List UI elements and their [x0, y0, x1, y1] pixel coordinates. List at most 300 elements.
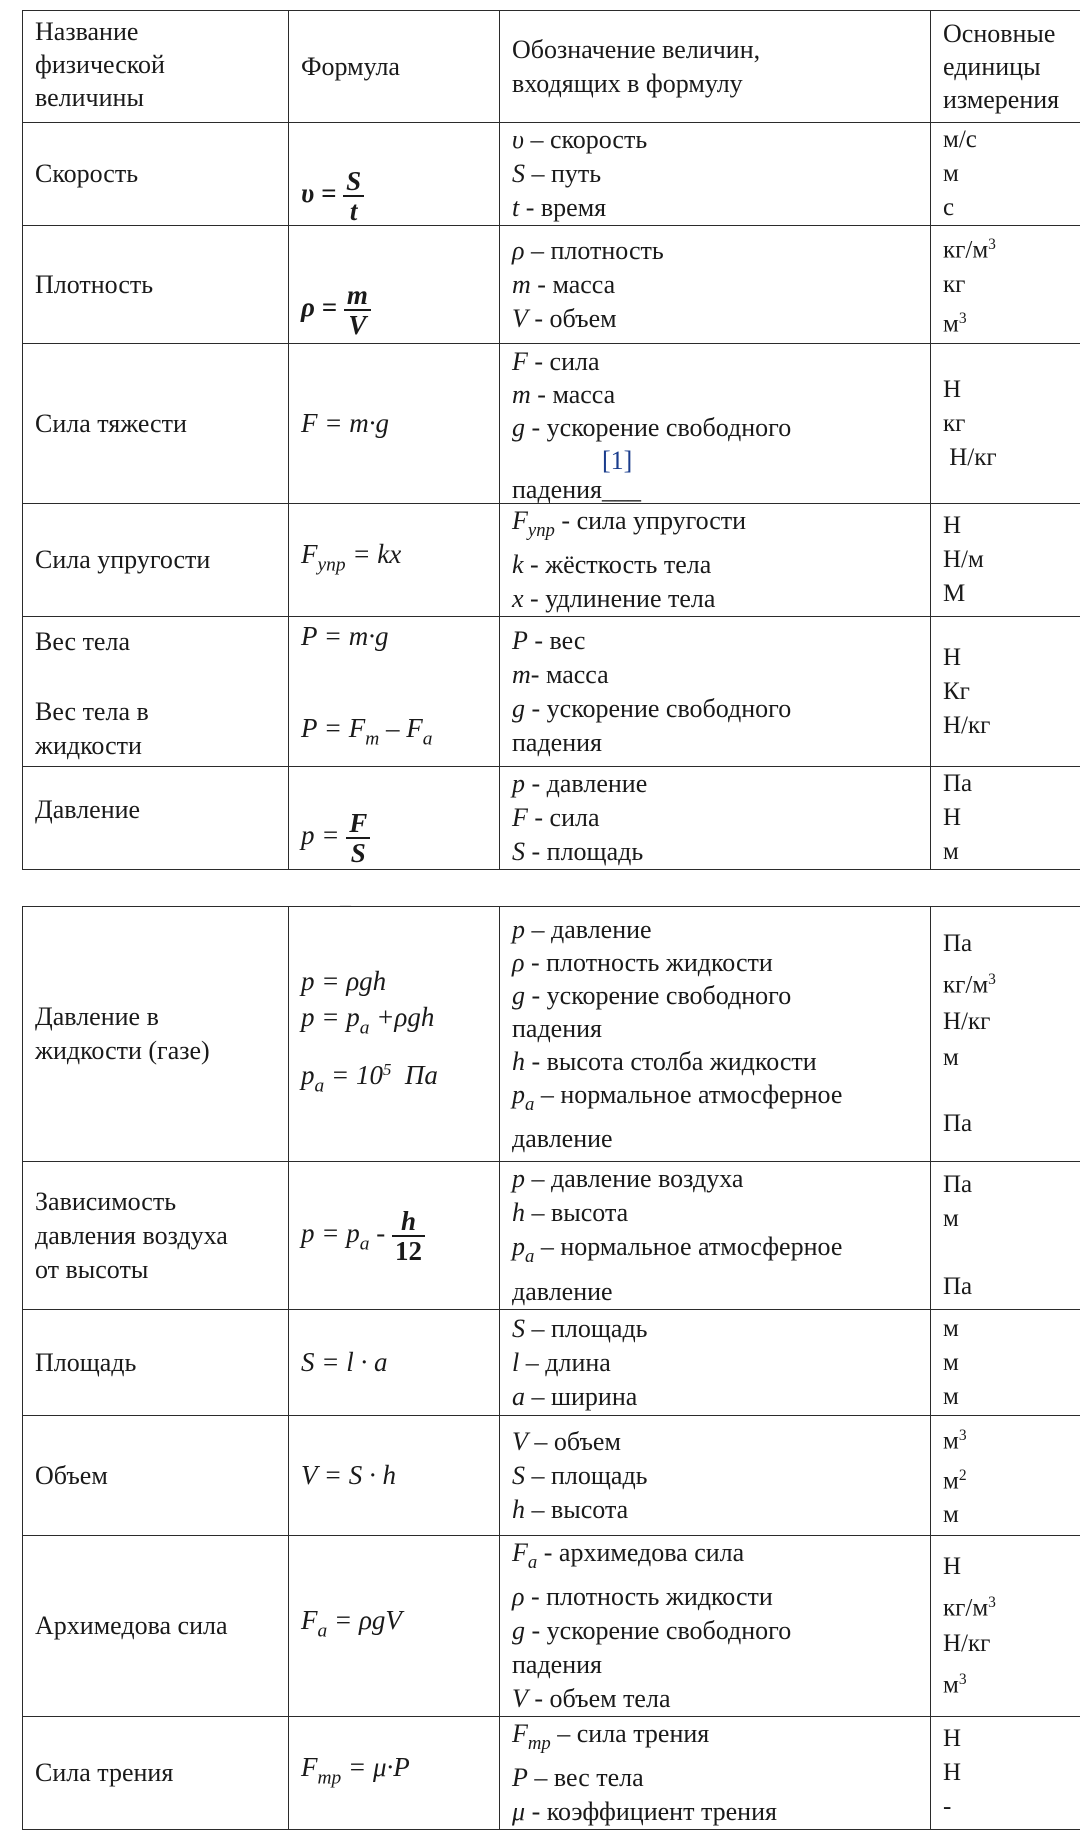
- var-desc: – вес тела: [527, 1763, 644, 1793]
- fraction: [343, 167, 364, 225]
- var-line: [512, 913, 922, 946]
- unit: Н: [943, 1552, 962, 1580]
- quantity-name: Архимедова сила: [35, 1611, 228, 1641]
- fraction-denominator: V: [348, 310, 367, 340]
- unit: м: [943, 1382, 959, 1410]
- row-pressure: [23, 767, 1080, 870]
- var-symbol: V: [512, 303, 528, 333]
- formula-unit: Па: [391, 1060, 438, 1091]
- unit: м/с: [943, 126, 977, 153]
- var-symbol: p: [512, 1080, 525, 1110]
- fraction: [346, 809, 370, 867]
- row-speed: [23, 123, 1080, 226]
- unit: Н/кг: [943, 711, 991, 739]
- vars-cell: [500, 504, 931, 617]
- unit: Н: [943, 643, 962, 671]
- vars-cell: [500, 617, 931, 767]
- var-desc: – длина: [519, 1347, 611, 1377]
- formula-rhs: = μ·P: [341, 1752, 410, 1783]
- unit: М: [943, 580, 966, 608]
- formula-cell: [289, 226, 500, 344]
- var-subscript: а: [525, 1094, 535, 1116]
- unit: Кг: [943, 677, 970, 705]
- var-line: [512, 302, 922, 336]
- var-symbol: g: [512, 1616, 525, 1646]
- var-symbol: V: [512, 1426, 528, 1456]
- var-symbol: k: [512, 550, 524, 580]
- formula-cell: [289, 767, 500, 870]
- header-units-line: единицы: [943, 52, 1041, 81]
- formulas-table-part-2: [22, 906, 1080, 1830]
- formula-cell: [289, 1310, 500, 1416]
- var-line: [512, 1312, 922, 1346]
- unit: -: [943, 1793, 952, 1821]
- var-desc: - ускорение свободного: [525, 412, 792, 442]
- header-vars-line: входящих в формулу: [512, 68, 743, 98]
- unit-exponent: 3: [988, 235, 996, 253]
- units-cell: [931, 1310, 1080, 1416]
- header-name-cell: [23, 11, 289, 123]
- formula-mid: -: [369, 1217, 392, 1248]
- volume-formula: V = S · h: [301, 1460, 396, 1490]
- unit: м: [943, 1043, 959, 1071]
- var-desc: - масса: [530, 659, 609, 689]
- var-symbol: υ: [512, 125, 524, 154]
- unit: Н/кг: [943, 443, 997, 471]
- var-line: [512, 1045, 922, 1078]
- stray-underscore: _: [340, 884, 351, 909]
- var-desc: – скорость: [523, 125, 648, 154]
- unit: Па: [943, 1109, 973, 1137]
- vars-cell: [500, 1536, 931, 1717]
- var-line: [512, 1614, 922, 1648]
- fraction: [392, 1207, 425, 1265]
- var-tail: давление: [512, 1123, 613, 1153]
- var-tail: падения___: [512, 474, 642, 504]
- units-cell: [931, 617, 1080, 767]
- var-desc: - сила: [527, 346, 600, 376]
- spacer: [301, 653, 491, 711]
- var-line: [512, 624, 922, 658]
- var-symbol: μ: [512, 1797, 526, 1827]
- quantity-name: Сила упругости: [35, 545, 211, 575]
- var-symbol: S: [512, 837, 525, 867]
- row-weight: [23, 617, 1080, 767]
- var-desc: - ускорение свободного: [525, 693, 792, 723]
- unit-base: м: [943, 310, 959, 338]
- quantity-name: Объем: [35, 1460, 108, 1490]
- name-cell: [23, 1536, 289, 1717]
- var-line: [512, 378, 922, 411]
- var-subscript: тр: [527, 1733, 551, 1755]
- var-desc: – объем: [527, 1426, 621, 1456]
- var-symbol: m: [512, 659, 531, 689]
- formula-subscript: а: [359, 1233, 370, 1255]
- unit: Па: [943, 770, 973, 798]
- var-line: [512, 504, 922, 548]
- liquid-pressure-formula: p = ρgh: [301, 966, 387, 997]
- quantity-name-line: Вес тела в: [35, 697, 149, 727]
- formula-cell: [289, 1717, 500, 1830]
- var-line: [512, 123, 922, 157]
- var-desc: – площадь: [525, 1460, 648, 1490]
- var-line: [512, 1162, 922, 1196]
- var-line: [512, 548, 922, 582]
- quantity-name: Площадь: [35, 1347, 137, 1377]
- var-symbol: a: [512, 1381, 525, 1411]
- var-line: [512, 767, 922, 801]
- unit-base: м: [943, 1671, 959, 1699]
- var-desc: – плотность: [524, 235, 664, 265]
- name-cell: [23, 226, 289, 344]
- formula-subscript: тр: [317, 1767, 342, 1789]
- quantity-name: Сила тяжести: [35, 408, 187, 438]
- var-symbol: p: [512, 1164, 525, 1194]
- var-desc: - давление: [525, 769, 648, 799]
- unit-exponent: 3: [958, 309, 967, 327]
- var-line: [512, 658, 922, 692]
- var-symbol: h: [512, 1494, 525, 1524]
- var-line: [512, 268, 922, 302]
- name-cell: [23, 123, 289, 226]
- unit: Па: [943, 1272, 973, 1300]
- var-line: [512, 411, 922, 444]
- formula-lhs: p = p: [301, 1217, 360, 1248]
- var-line: [512, 835, 922, 869]
- var-desc: - ускорение свободного: [525, 981, 792, 1011]
- speed-formula: [301, 166, 364, 226]
- var-symbol: V: [512, 1684, 528, 1714]
- vars-cell: [500, 123, 931, 226]
- units-cell: [931, 123, 1080, 226]
- row-elastic: [23, 504, 1080, 617]
- var-desc: - архимедова сила: [537, 1538, 745, 1567]
- quantity-name-line: Зависимость: [35, 1186, 177, 1216]
- unit-base: кг/м: [943, 1594, 989, 1622]
- var-desc: - коэффициент трения: [525, 1797, 777, 1827]
- formula-cell: [289, 1536, 500, 1717]
- var-desc: - площадь: [525, 837, 644, 867]
- var-line: [512, 801, 922, 835]
- spacer: [35, 659, 280, 695]
- spacer: [943, 1236, 1080, 1270]
- var-symbol: x: [512, 584, 524, 614]
- var-symbol: F: [512, 506, 528, 535]
- formula-subscript: т: [365, 728, 380, 750]
- unit: [943, 228, 1080, 268]
- header-name-line: физической: [35, 50, 165, 79]
- var-symbol: P: [512, 1763, 528, 1793]
- name-cell: [23, 617, 289, 767]
- formula-lhs: υ: [301, 178, 315, 209]
- absolute-pressure-formula: [301, 999, 491, 1046]
- row-gravity: [23, 344, 1080, 504]
- var-symbol: S: [512, 1460, 525, 1490]
- vars-cell: [500, 1310, 931, 1416]
- gravity-formula: F = m·g: [301, 408, 389, 438]
- unit: Н/кг: [943, 1007, 991, 1035]
- quantity-name-line: Давление в: [35, 1002, 159, 1031]
- row-area: [23, 1310, 1080, 1416]
- quantity-name: Вес тела: [35, 627, 130, 657]
- quantity-name-line: жидкости: [35, 731, 142, 761]
- elastic-formula: [301, 539, 402, 576]
- var-line: [512, 1459, 922, 1493]
- var-desc: – высота: [525, 1494, 629, 1524]
- var-desc: – путь: [525, 159, 602, 188]
- var-line: [512, 1078, 922, 1121]
- name-cell: [23, 767, 289, 870]
- name-cell: [23, 907, 289, 1162]
- fraction-numerator: S: [343, 167, 364, 197]
- var-symbol: m: [512, 379, 531, 409]
- unit: Па: [943, 930, 973, 958]
- var-desc: - удлинение тела: [523, 584, 716, 614]
- unit: с: [943, 194, 955, 221]
- var-desc: – площадь: [525, 1313, 648, 1343]
- unit: [943, 1419, 1080, 1459]
- var-symbol: g: [512, 981, 525, 1011]
- units-cell: [931, 1416, 1080, 1536]
- var-symbol: S: [512, 1313, 525, 1343]
- var-symbol: S: [512, 159, 525, 188]
- formula-cell: [289, 907, 500, 1162]
- var-tail: давление: [512, 1276, 613, 1306]
- fraction-numerator: h: [392, 1207, 425, 1237]
- var-desc: - вес: [527, 625, 586, 655]
- var-subscript: а: [527, 1552, 538, 1574]
- units-cell: [931, 226, 1080, 344]
- unit: кг: [943, 270, 966, 298]
- unit: [943, 962, 1080, 1004]
- var-line: [512, 191, 922, 225]
- var-line: [512, 946, 922, 979]
- quantity-name-line: от высоты: [35, 1254, 149, 1284]
- name-cell: [23, 1162, 289, 1310]
- var-line: [512, 1795, 922, 1829]
- quantity-name-line: жидкости (газе): [35, 1036, 210, 1065]
- quantity-name: Сила трения: [35, 1758, 174, 1788]
- formulas-table-part-1: [22, 10, 1080, 870]
- unit: Н: [943, 375, 962, 403]
- var-desc: – давление воздуха: [525, 1164, 744, 1194]
- unit-exponent: 3: [988, 971, 996, 989]
- formula-subscript: упр: [317, 554, 346, 576]
- formula-eq: =: [314, 820, 347, 851]
- unit: [943, 1662, 1080, 1704]
- fraction-denominator: S: [350, 838, 366, 869]
- var-desc: – ширина: [525, 1381, 638, 1411]
- unit: кг: [943, 409, 966, 437]
- var-desc: - жёсткость тела: [523, 550, 712, 580]
- var-symbol: P: [512, 625, 528, 655]
- name-cell: [23, 344, 289, 504]
- fraction-denominator: 12: [394, 1235, 422, 1266]
- var-line: [512, 692, 922, 726]
- var-line: [512, 979, 922, 1012]
- formula-subscript: а: [314, 1075, 325, 1097]
- units-cell: [931, 504, 1080, 617]
- unit: [943, 302, 1080, 342]
- header-units-line: Основные: [943, 19, 1056, 48]
- row-liquid-pressure: [23, 907, 1080, 1162]
- var-subscript: а: [525, 1246, 535, 1268]
- header-formula: Формула: [301, 51, 400, 81]
- var-symbol: p: [512, 769, 525, 799]
- formula-cell: [289, 617, 500, 767]
- friction-formula: [301, 1752, 410, 1789]
- var-symbol: F: [512, 1719, 528, 1749]
- var-symbol: l: [512, 1347, 520, 1377]
- var-desc: - ускорение свободного: [525, 1616, 792, 1646]
- pressure-formula: [301, 808, 370, 869]
- var-symbol: ρ: [512, 1582, 525, 1612]
- var-desc: - сила упругости: [554, 506, 747, 535]
- archimedes-formula: [301, 1605, 402, 1642]
- quantity-name: Скорость: [35, 159, 139, 188]
- unit: Н/кг: [943, 1630, 991, 1658]
- formula-eq: =: [314, 178, 344, 209]
- formula-lhs: F: [301, 1752, 318, 1783]
- units-cell: [931, 767, 1080, 870]
- unit-exponent: 3: [958, 1426, 967, 1444]
- unit: [943, 1585, 1080, 1627]
- var-symbol: m: [512, 269, 531, 299]
- row-density: [23, 226, 1080, 344]
- var-line: [512, 1196, 922, 1230]
- var-symbol: p: [512, 1232, 525, 1262]
- header-vars-line: Обозначение величин,: [512, 34, 761, 64]
- formula-lhs: p: [301, 820, 315, 851]
- unit: [943, 1459, 1080, 1499]
- var-symbol: h: [512, 1047, 525, 1077]
- unit-base: кг/м: [943, 236, 989, 264]
- vars-cell: [500, 1162, 931, 1310]
- unit: Н: [943, 804, 962, 832]
- var-line: [512, 157, 922, 191]
- var-symbol: p: [512, 915, 525, 945]
- name-cell: [23, 1310, 289, 1416]
- formula-subscript: а: [317, 1620, 328, 1642]
- var-line: [512, 1230, 922, 1274]
- var-tail: падения: [512, 727, 603, 757]
- var-desc: - масса: [530, 379, 616, 409]
- unit-exponent: 3: [958, 1671, 967, 1689]
- formula-cell: [289, 344, 500, 504]
- var-symbol: h: [512, 1198, 525, 1228]
- vars-cell: [500, 1717, 931, 1830]
- row-altitude: [23, 1162, 1080, 1310]
- row-volume: [23, 1416, 1080, 1536]
- formula-mid: – F: [379, 713, 423, 744]
- header-units-line: измерения: [943, 85, 1060, 114]
- var-line: [512, 582, 922, 616]
- altitude-formula: [301, 1205, 425, 1266]
- formula-cell: [289, 1416, 500, 1536]
- unit: Н/м: [943, 546, 984, 574]
- atmospheric-pressure-formula: [301, 1052, 491, 1105]
- var-line-cont: падения: [512, 1014, 603, 1044]
- var-line-cont: падения: [512, 1650, 603, 1680]
- var-desc: - время: [519, 193, 607, 222]
- var-desc: - высота столба жидкости: [525, 1047, 817, 1077]
- fraction: [344, 281, 371, 339]
- var-desc: - объем тела: [527, 1684, 671, 1714]
- unit: Н: [943, 1725, 962, 1753]
- var-symbol: ρ: [512, 235, 525, 265]
- header-formula-cell: [289, 11, 500, 123]
- name-cell: [23, 504, 289, 617]
- formula-lhs: p: [301, 1060, 315, 1091]
- formula-subscript: а: [422, 728, 433, 750]
- name-cell: [23, 1416, 289, 1536]
- vars-cell: [500, 767, 931, 870]
- formula-rhs: = kx: [345, 539, 402, 570]
- vars-cell: [500, 907, 931, 1162]
- formula-rhs: = ρgV: [327, 1605, 402, 1636]
- header-units-cell: [931, 11, 1080, 123]
- formula-cell: [289, 1162, 500, 1310]
- header-name-line: величины: [35, 83, 144, 112]
- formula-exponent: 5: [382, 1060, 392, 1080]
- var-symbol: t: [512, 193, 520, 222]
- unit: м: [943, 1314, 959, 1342]
- var-desc: – нормальное атмосферное: [534, 1232, 843, 1262]
- header-vars-cell: [500, 11, 931, 123]
- name-cell: [23, 1717, 289, 1830]
- weight-in-liquid-formula: [301, 711, 491, 756]
- quantity-name: Давление: [35, 795, 141, 825]
- var-symbol: F: [512, 1538, 528, 1567]
- formula-lhs: P = F: [301, 713, 366, 744]
- var-line: [512, 1380, 922, 1414]
- fraction-denominator: t: [349, 196, 358, 226]
- unit: Н: [943, 512, 962, 540]
- formula-subscript: а: [359, 1017, 370, 1039]
- var-line: [512, 1580, 922, 1614]
- weight-formula: P = m·g: [301, 621, 389, 652]
- var-symbol: g: [512, 693, 525, 723]
- var-desc: - масса: [530, 269, 616, 299]
- var-line: [512, 1536, 922, 1580]
- vars-cell: [500, 226, 931, 344]
- formula-lhs: ρ: [301, 292, 315, 323]
- var-desc: - плотность жидкости: [524, 1582, 773, 1612]
- var-desc: - сила: [527, 803, 600, 833]
- spacer: [943, 1076, 1080, 1106]
- var-symbol: g: [512, 412, 525, 442]
- formula-eq: =: [314, 292, 344, 323]
- var-symbol: F: [512, 346, 528, 376]
- quantity-name: Плотность: [35, 269, 154, 299]
- unit: Па: [943, 1170, 973, 1198]
- formula-cell: [289, 123, 500, 226]
- formula-cell: [289, 504, 500, 617]
- var-line: [512, 234, 922, 268]
- unit-base: кг/м: [943, 971, 989, 999]
- var-symbol: F: [512, 803, 528, 833]
- unit: м: [943, 1204, 959, 1232]
- units-cell: [931, 344, 1080, 504]
- unit: м: [943, 1348, 959, 1376]
- var-desc: – высота: [525, 1198, 629, 1228]
- var-line: [512, 1493, 922, 1527]
- unit-base: м: [943, 1467, 959, 1495]
- reference-link[interactable]: [1]: [602, 445, 633, 475]
- fraction-numerator: m: [344, 281, 371, 311]
- var-desc: – нормальное атмосферное: [534, 1080, 843, 1110]
- fraction-numerator: F: [346, 809, 370, 839]
